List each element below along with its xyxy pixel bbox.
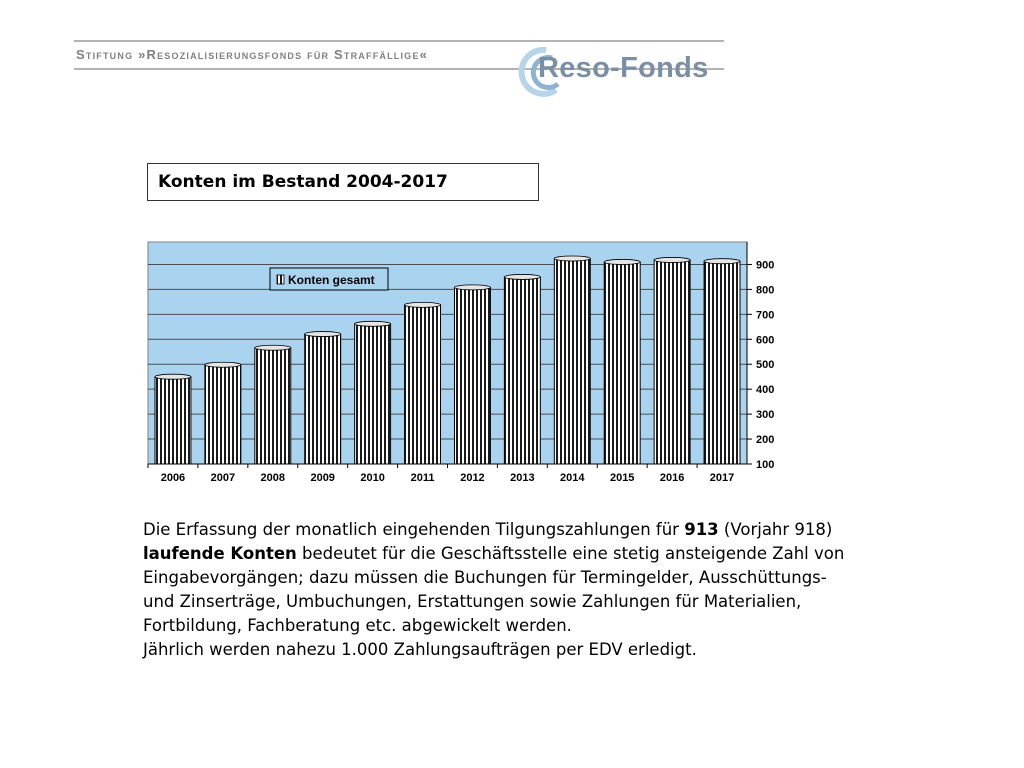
x-tick-label: 2014 [560,472,585,484]
bar-top [305,332,341,337]
bar-top [504,274,540,279]
bar [155,377,191,464]
y-tick-label: 400 [756,384,775,397]
bar [405,305,441,464]
bar [305,334,341,464]
y-tick-label: 300 [756,409,775,422]
bar-top [604,259,640,264]
x-tick-label: 2016 [659,472,685,484]
text-line [143,518,843,542]
bar-top [205,362,241,367]
chart-title: Konten im Bestand 2004-2017 [158,172,448,192]
bar-top [155,374,191,379]
x-tick-label: 2007 [210,472,236,484]
bar-top [654,257,690,262]
highlight-number: 913 [684,520,719,539]
y-tick-label: 700 [756,309,775,322]
x-tick-label: 2013 [510,472,535,484]
bar-top [554,256,590,261]
text-line: und Zinserträge, Umbuchungen, Erstattungen sowie Zahlungen für Materialien, [143,592,802,611]
x-tick-label: 2006 [160,472,186,484]
bar [255,348,291,464]
logo-wordmark: Reso-Fonds [538,52,709,84]
legend-label: Konten gesamt [288,273,375,287]
y-tick-label: 900 [756,259,775,272]
bar-top [255,345,291,350]
y-tick-label: 100 [756,459,775,471]
text-line: Eingabevorgängen; dazu müssen die Buchungen für Termingelder, Ausschüttungs- [143,568,827,587]
highlight-term: laufende Konten [143,544,297,563]
x-tick-label: 2017 [709,472,735,484]
legend-swatch [277,275,284,284]
text-run: Die Erfassung der monatlich eingehenden Tilgungszahlungen für [143,520,685,539]
bar [504,277,540,464]
description-paragraph [143,518,843,662]
chart-title-box [147,163,539,201]
x-tick-label: 2008 [260,472,286,484]
reso-fonds-logo [512,42,726,100]
y-tick-label: 800 [756,284,775,297]
text-run: bedeutet für die Geschäftsstelle eine stetig ansteigende Zahl von [296,544,845,563]
x-tick-label: 2015 [609,472,635,484]
bar-top [355,321,391,326]
bar [654,260,690,464]
x-tick-label: 2012 [460,472,485,484]
bar [704,261,740,464]
bar [604,262,640,464]
chart-svg [140,236,800,500]
bar-top [454,285,490,290]
text-run: (Vorjahr 918) [718,520,833,539]
bar [355,324,391,464]
bar [454,287,490,464]
bar-top [704,259,740,264]
text-line: Fortbildung, Fachberatung etc. abgewickelt werden. [143,616,572,635]
bar-top [405,302,441,307]
bar [554,258,590,464]
y-tick-label: 200 [756,434,775,447]
text-line: Jährlich werden nahezu 1.000 Zahlungsaufträgen per EDV erledigt. [143,640,697,659]
x-tick-label: 2010 [360,472,385,484]
bar-chart [140,236,800,500]
bar [205,365,241,464]
text-line [143,542,843,566]
foundation-name: Stiftung »Resozialisierungsfonds für Straffällige« [76,47,429,62]
page-header [74,36,726,100]
y-tick-label: 600 [756,334,775,347]
x-tick-label: 2011 [410,472,435,484]
y-tick-label: 500 [756,359,775,372]
x-tick-label: 2009 [310,472,335,484]
